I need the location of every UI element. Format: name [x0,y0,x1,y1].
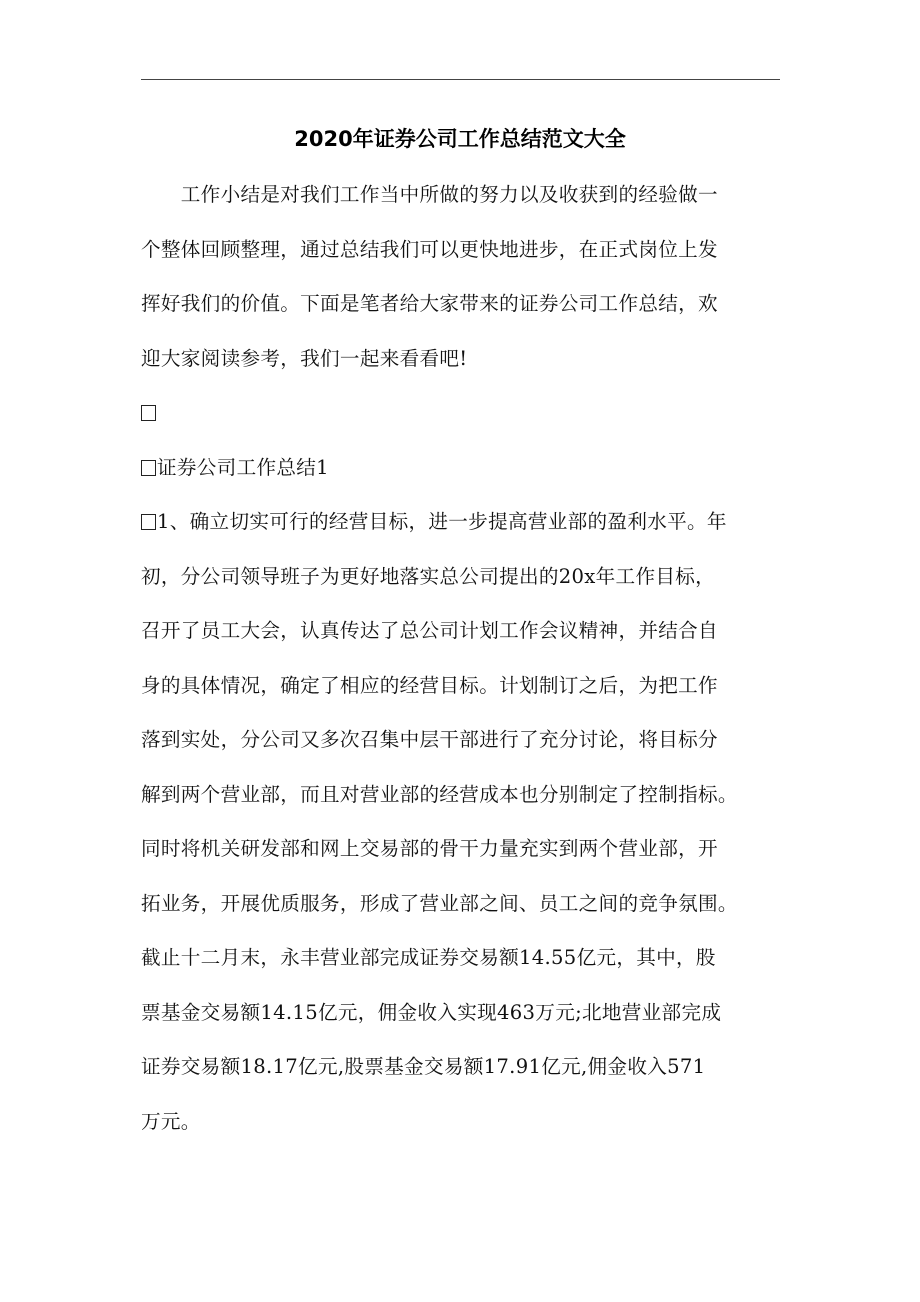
paragraph-line: 落到实处，分公司又多次召集中层干部进行了充分讨论，将目标分 [141,728,718,751]
paragraph-line: 个整体回顾整理，通过总结我们可以更快地进步，在正式岗位上发 [141,237,718,261]
paragraph-line: 迎大家阅读参考，我们一起来看看吧! [141,346,468,370]
missing-glyph-box [141,460,156,476]
paragraph-line: 1、确立切实可行的经营目标，进一步提高营业部的盈利水平。年 [141,495,781,550]
header-rule [141,79,780,80]
paragraph-line: 截止十二月末，永丰营业部完成证券交易额14.55亿元，其中，股 [141,946,716,969]
paragraph-line: 解到两个营业部，而且对营业部的经营成本也分别制定了控制指标。 [141,782,738,806]
placeholder-line [141,386,781,441]
paragraph-line: 同时将机关研发部和网上交易部的骨干力量充实到两个营业部，开 [141,837,718,860]
paragraph-line: 证券交易额18.17亿元,股票基金交易额17.91亿元,佣金收入571 [141,1055,706,1078]
paragraph-line: 万元。 [141,1109,201,1133]
paragraph-line: 拓业务，开展优质服务，形成了营业部之间、员工之间的竞争氛围。 [141,891,738,915]
paragraph-line: 召开了员工大会，认真传达了总公司计划工作会议精神，并结合自 [141,619,718,642]
paragraph-line: 初，分公司领导班子为更好地落实总公司提出的20x年工作目标， [141,564,716,588]
missing-glyph-box [141,405,156,421]
document-body [141,168,781,1149]
document-title: 2020年证券公司工作总结范文大全 [294,127,626,151]
paragraph-line: 挥好我们的价值。下面是笔者给大家带来的证券公司工作总结，欢 [141,292,718,315]
paragraph-line: 身的具体情况，确定了相应的经营目标。计划制订之后，为把工作 [141,673,718,697]
paragraph-line: 工作小结是对我们工作当中所做的努力以及收获到的经验做一 [141,183,718,206]
missing-glyph-box [141,514,156,530]
section-heading: 证券公司工作总结1 [141,441,781,496]
paragraph-line: 票基金交易额14.15亿元，佣金收入实现463万元;北地营业部完成 [141,1000,722,1024]
